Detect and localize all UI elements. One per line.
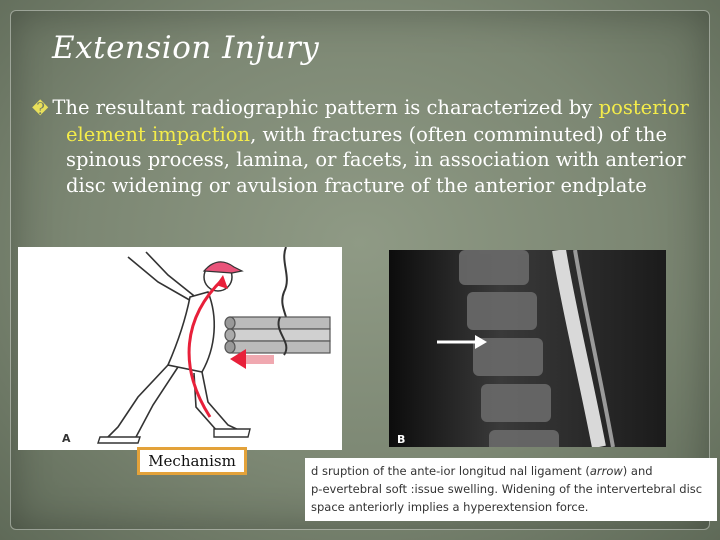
caption-line-1: [311, 462, 717, 480]
panel-b-label: B: [397, 433, 406, 446]
caption-arrow-word: arrow: [589, 464, 623, 478]
caption-line-2: p-evertebral soft :issue swelling. Widening of the intervertebral disc: [311, 482, 703, 496]
slide-title: Extension Injury: [52, 30, 320, 66]
body-text-start: The resultant radiographic pattern is characterized by: [52, 96, 599, 119]
mechanism-label: Mechanism: [137, 447, 247, 475]
mri-image: [389, 250, 666, 447]
panel-a-label: A: [62, 432, 71, 445]
spine-mri-drawing: [389, 250, 666, 447]
slide-body-text: [32, 95, 720, 198]
bullet-icon: �: [32, 99, 49, 118]
person-hyperextension-drawing: [18, 247, 342, 450]
caption-line-3: space anteriorly implies a hyperextension force.: [311, 500, 589, 514]
highlighted-phrase: posterior element impaction: [66, 96, 689, 146]
figure-caption: [305, 458, 717, 521]
mechanism-illustration: [18, 247, 342, 450]
caption-line-1-end: ) and: [622, 464, 653, 478]
body-text-end: , with fractures (often comminuted) of the spinous process, lamina, or facets, in association with anterior disc widening or avulsion fracture of the anterior endplate: [66, 122, 686, 197]
caption-line-1-start: d sruption of the ante-ior longitud nal ligament (: [311, 464, 590, 478]
